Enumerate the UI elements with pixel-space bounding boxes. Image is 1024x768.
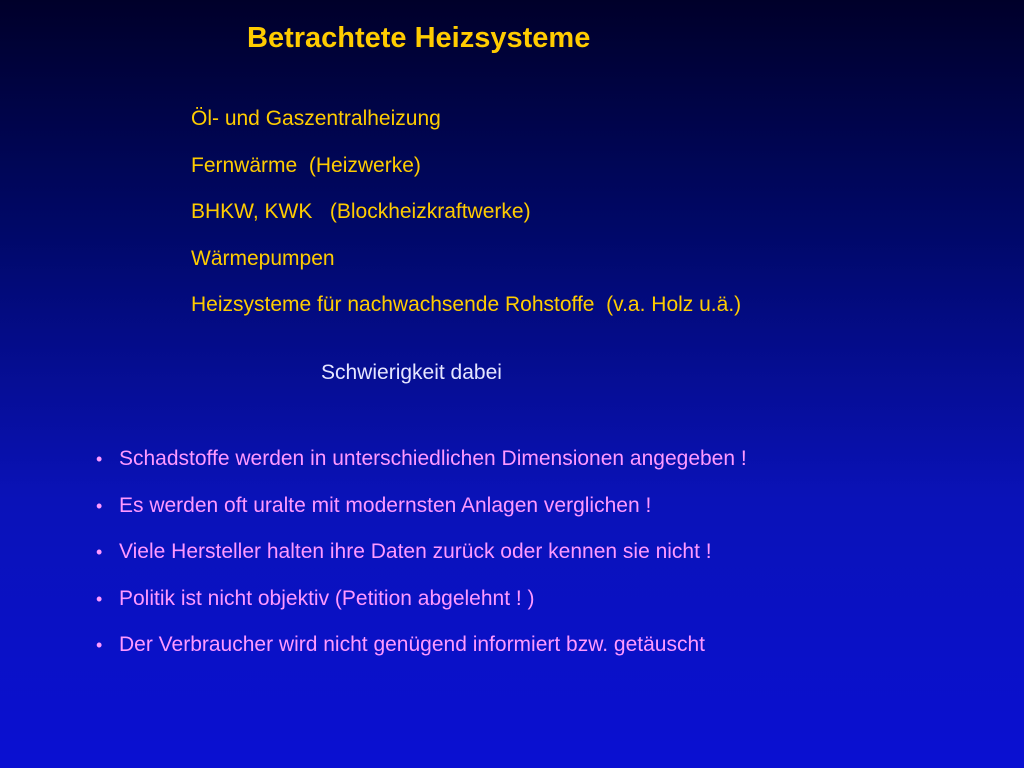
heating-system-item: Wärmepumpen bbox=[191, 246, 335, 270]
difficulty-item bbox=[96, 483, 747, 530]
bullet-icon: • bbox=[96, 542, 103, 562]
difficulty-text: Viele Hersteller halten ihre Daten zurück oder kennen sie nicht ! bbox=[119, 540, 712, 563]
difficulty-text: Der Verbraucher wird nicht genügend informiert bzw. getäuscht bbox=[119, 633, 705, 656]
difficulties-list bbox=[96, 436, 747, 669]
bullet-icon: • bbox=[96, 588, 103, 609]
slide-title: Betrachtete Heizsysteme bbox=[247, 22, 591, 54]
bullet-icon: • bbox=[96, 635, 103, 655]
difficulty-text: Schadstoffe werden in unterschiedlichen Dimensionen angegeben ! bbox=[119, 447, 747, 470]
bullet-icon: • bbox=[96, 495, 103, 516]
heating-system-item: Heizsysteme für nachwachsende Rohstoffe (v.a. Holz u.ä.) bbox=[191, 293, 742, 316]
difficulty-item bbox=[96, 529, 747, 576]
difficulty-text: Es werden oft uralte mit modernsten Anlagen verglichen ! bbox=[119, 493, 652, 517]
difficulty-text: Politik ist nicht objektiv (Petition abgelehnt ! ) bbox=[119, 586, 535, 610]
bullet-icon: • bbox=[96, 449, 103, 469]
difficulties-heading: Schwierigkeit dabei bbox=[321, 361, 502, 384]
difficulty-item bbox=[96, 436, 747, 483]
heating-system-item: Fernwärme (Heizwerke) bbox=[191, 153, 421, 177]
difficulty-item bbox=[96, 622, 747, 669]
difficulty-item bbox=[96, 576, 747, 623]
heating-systems-list bbox=[191, 96, 741, 329]
heating-system-item: Öl- und Gaszentralheizung bbox=[191, 107, 441, 130]
heating-system-item: BHKW, KWK (Blockheizkraftwerke) bbox=[191, 200, 531, 223]
